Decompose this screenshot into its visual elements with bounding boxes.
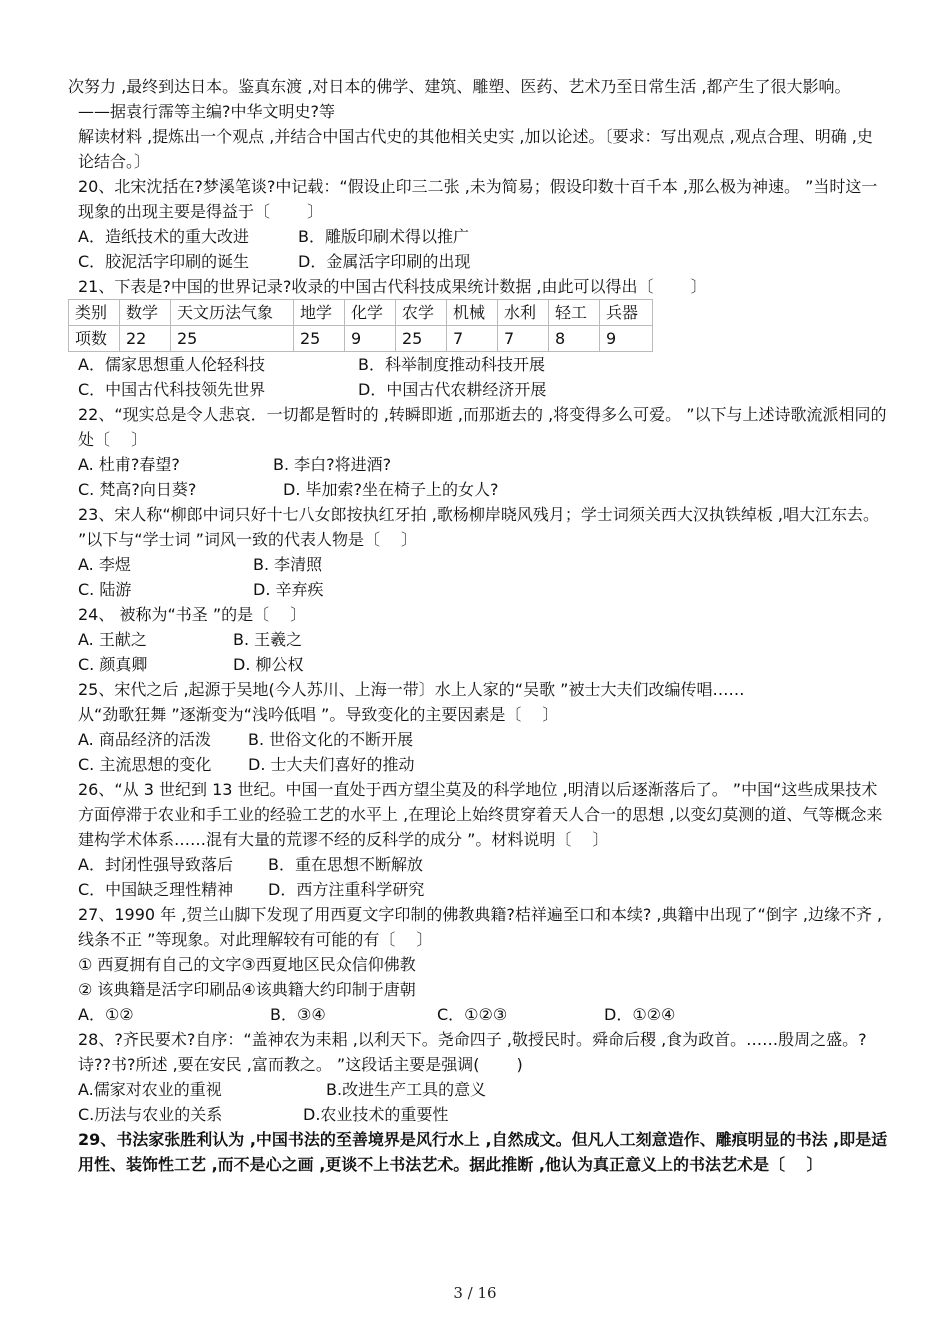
q23-option-a: A. 李煜	[78, 555, 131, 574]
table-cell: 22	[120, 326, 171, 352]
q25-option-c: C. 主流思想的变化	[78, 755, 212, 774]
q25-options-row1	[68, 727, 888, 752]
q23-option-b: B. 李清照	[253, 555, 323, 574]
q20-option-d: D．金属活字印刷的出现	[298, 252, 471, 271]
q28-stem: 28、?齐民要术?自序：“盖神农为耒耜 ,以利天下。尧命四子 ,敬授民时。舜命后稷 ,食为政首。……殷周之盛。?诗??书?所述 ,要在安民 ,富而教之。 ”这段话主要是强调( )	[78, 1030, 867, 1074]
table-cell: 项数	[69, 326, 120, 352]
q24-option-c: C. 颜真卿	[78, 655, 148, 674]
q22-options-row1	[68, 452, 888, 477]
table-cell: 25	[171, 326, 294, 352]
q20-option-c: C．胶泥活字印刷的诞生	[78, 252, 250, 271]
page-content	[68, 74, 888, 1177]
q28-options-row1	[68, 1077, 888, 1102]
q26-stem: 26、“从 3 世纪到 13 世纪。中国一直处于西方望尘莫及的科学地位 ,明清以后逐渐落后了。 ”中国“这些成果技术方面停滞于农业和手工业的经验工艺的水平上 ,在理论上始终贯穿着天人合一的思想 ,以变幻莫测的道、气等概念来建构学术体系……混有大量的荒谬不经的反科学的成分 ”。材料说明〔 〕	[78, 780, 883, 849]
q23-option-c: C. 陆游	[78, 580, 132, 599]
q27-option-b: B．③④	[270, 1005, 326, 1024]
q22-stem: 22、“现实总是令人悲哀．一切都是暂时的 ,转瞬即逝 ,而那逝去的 ,将变得多么可爱。 ”以下与上述诗歌流派相同的处〔 〕	[78, 405, 887, 449]
q22-option-a: A. 杜甫?春望?	[78, 455, 180, 474]
table-header-cell: 农学	[396, 300, 447, 326]
table-header-cell: 兵器	[600, 300, 653, 326]
q25-option-a: A. 商品经济的活泼	[78, 730, 211, 749]
table-header-cell: 地学	[294, 300, 345, 326]
q23-option-d: D. 辛弃疾	[253, 580, 324, 599]
q28-option-c: C.历法与农业的关系	[78, 1105, 223, 1124]
q28-option-b: B.改进生产工具的意义	[326, 1080, 487, 1099]
q27-stem: 27、1990 年 ,贺兰山脚下发现了用西夏文字印制的佛教典籍?桔祥遍至口和本续? ,典籍中出现了“倒字 ,边缘不齐 ,线条不正 ”等现象。对此理解较有可能的有〔 〕	[78, 905, 883, 949]
intro-source: ——据袁行霈等主编?中华文明史?等	[78, 102, 335, 121]
q25-option-d: D. 士大夫们喜好的推动	[248, 755, 415, 774]
intro-paragraph: 次努力 ,最终到达日本。鉴真东渡 ,对日本的佛学、建筑、雕塑、医药、艺术乃至日常生活 ,都产生了很大影响。	[68, 77, 851, 96]
table-row	[69, 326, 653, 352]
q20-options-row1	[68, 224, 888, 249]
q26-option-a: A．封闭性强导致落后	[78, 855, 233, 874]
q21-stats-table	[68, 299, 653, 352]
q20-stem: 20、北宋沈括在?梦溪笔谈?中记载：“假设止印三二张 ,未为简易；假设印数十百千本 ,那么极为神速。 ”当时这一现象的出现主要是得益于〔 〕	[78, 177, 878, 221]
table-header-cell: 化学	[345, 300, 396, 326]
table-cell: 9	[600, 326, 653, 352]
q24-option-a: A. 王献之	[78, 630, 147, 649]
q27-option-a: A．①②	[78, 1005, 134, 1024]
table-header-row	[69, 300, 653, 326]
q20-option-a: A．造纸技术的重大改进	[78, 227, 249, 246]
table-cell: 25	[294, 326, 345, 352]
q24-stem: 24、 被称为“书圣 ”的是〔 〕	[78, 605, 307, 624]
q23-options-row1	[68, 552, 888, 577]
q23-options-row2	[68, 577, 888, 602]
q20-option-b: B．雕版印刷术得以推广	[298, 227, 469, 246]
table-cell: 9	[345, 326, 396, 352]
q22-options-row2	[68, 477, 888, 502]
table-header-cell: 类别	[69, 300, 120, 326]
table-header-cell: 数学	[120, 300, 171, 326]
q28-option-d: D.农业技术的重要性	[303, 1105, 449, 1124]
table-cell: 7	[498, 326, 549, 352]
q25-option-b: B. 世俗文化的不断开展	[248, 730, 414, 749]
q27-statements-2: ② 该典籍是活字印刷品④该典籍大约印制于唐朝	[78, 980, 416, 999]
q26-option-c: C．中国缺乏理性精神	[78, 880, 234, 899]
page-number: 3 / 16	[453, 1284, 497, 1302]
q26-option-b: B．重在思想不断解放	[268, 855, 423, 874]
q24-option-d: D. 柳公权	[233, 655, 304, 674]
q21-option-a: A．儒家思想重人伦轻科技	[78, 355, 265, 374]
q26-options-row2	[68, 877, 888, 902]
table-header-cell: 天文历法气象	[171, 300, 294, 326]
q22-option-c: C. 梵高?向日葵?	[78, 480, 197, 499]
q27-option-d: D．①②④	[604, 1005, 676, 1024]
q25-stem-line1: 25、宋代之后 ,起源于吴地(今人苏川、上海一带〕水上人家的“吴歌 ”被士大夫们改编传唱……	[78, 680, 745, 699]
q27-statements-1: ① 西夏拥有自己的文字③西夏地区民众信仰佛教	[78, 955, 416, 974]
q23-stem: 23、宋人称“柳郎中词只好十七八女郎按执红牙拍 ,歌杨柳岸晓风残月；学士词须关西大汉执铁绰板 ,唱大江东去。 ”以下与“学士词 ”词风一致的代表人物是〔 〕	[78, 505, 879, 549]
q21-option-d: D．中国古代农耕经济开展	[358, 380, 547, 399]
q25-stem-line2: 从“劲歌狂舞 ”逐渐变为“浅吟低唱 ”。导致变化的主要因素是〔 〕	[78, 705, 559, 724]
table-header-cell: 轻工	[549, 300, 600, 326]
q20-options-row2	[68, 249, 888, 274]
q22-option-d: D. 毕加索?坐在椅子上的女人?	[283, 480, 499, 499]
q28-options-row2	[68, 1102, 888, 1127]
q21-stem: 21、下表是?中国的世界记录?收录的中国古代科技成果统计数据 ,由此可以得出〔 〕	[78, 277, 707, 296]
q21-option-c: C．中国古代科技领先世界	[78, 380, 266, 399]
table-cell: 7	[447, 326, 498, 352]
q21-options-row2	[68, 377, 888, 402]
q21-options-row1	[68, 352, 888, 377]
table-cell: 8	[549, 326, 600, 352]
q26-options-row1	[68, 852, 888, 877]
q26-option-d: D．西方注重科学研究	[268, 880, 425, 899]
q22-option-b: B. 李白?将进酒?	[273, 455, 392, 474]
table-header-cell: 水利	[498, 300, 549, 326]
q24-option-b: B. 王羲之	[233, 630, 303, 649]
q24-options-row1	[68, 627, 888, 652]
intro-task: 解读材料 ,提炼出一个观点 ,并结合中国古代史的其他相关史实 ,加以论述。〔要求：写出观点 ,观点合理、明确 ,史论结合。〕	[78, 127, 873, 171]
q28-option-a: A.儒家对农业的重视	[78, 1080, 222, 1099]
q24-options-row2	[68, 652, 888, 677]
q21-option-b: B．科举制度推动科技开展	[358, 355, 545, 374]
table-header-cell: 机械	[447, 300, 498, 326]
table-cell: 25	[396, 326, 447, 352]
q27-option-c: C．①②③	[437, 1005, 508, 1024]
q25-options-row2	[68, 752, 888, 777]
q29-stem: 29、书法家张胜利认为 ,中国书法的至善境界是风行水上 ,自然成文。但凡人工刻意造作、雕痕明显的书法 ,即是适用性、装饰性工艺 ,而不是心之画 ,更谈不上书法艺术。据此推断 ,他认为真正意义上的书法艺术是〔 〕	[78, 1130, 888, 1174]
q27-options-row	[68, 1002, 888, 1027]
